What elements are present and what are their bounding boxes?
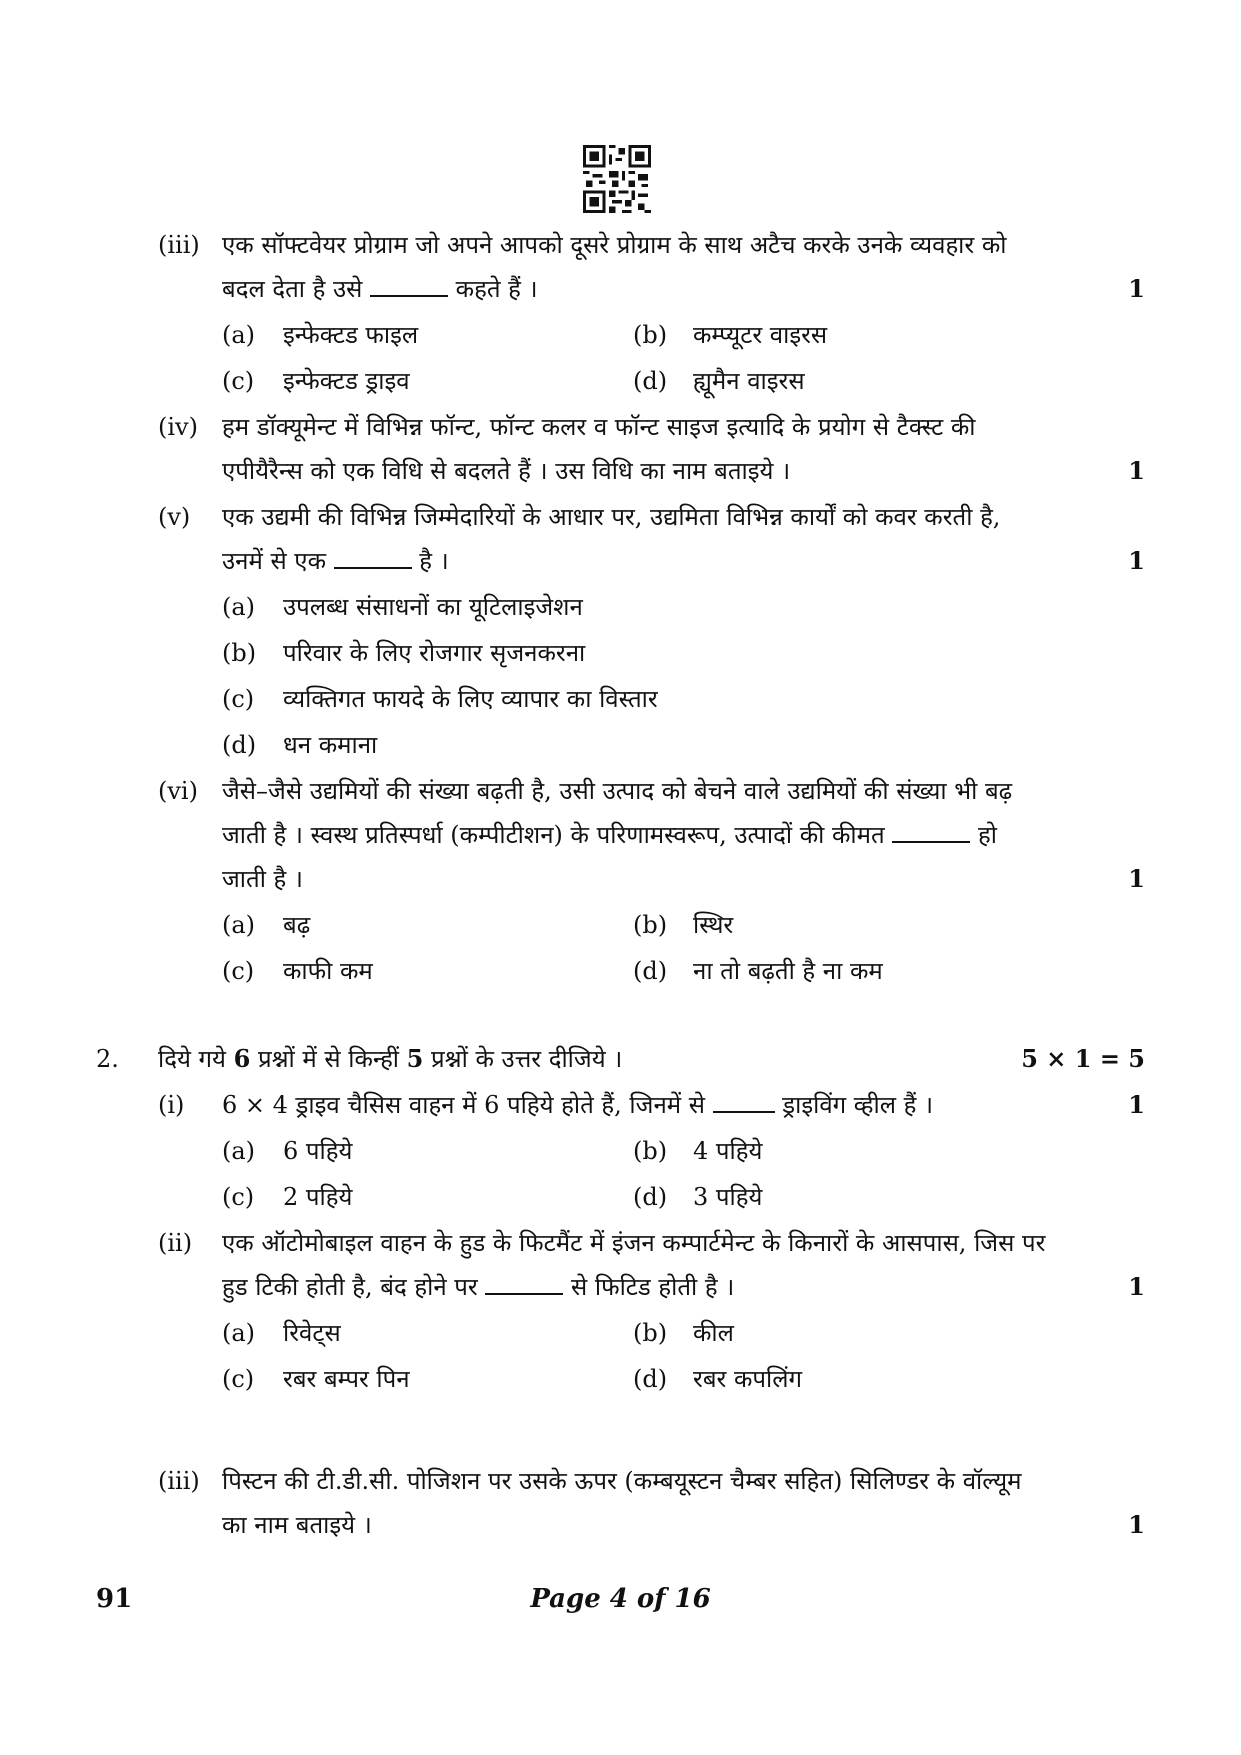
option-label: (c): [222, 1183, 255, 1211]
option-text: इन्फेक्टड फाइल: [283, 321, 419, 349]
option-label: (c): [222, 1365, 255, 1393]
question-number: (iii): [158, 231, 200, 259]
question-text: एक उद्यमी की विभिन्न जिम्मेदारियों के आधार पर, उद्यमिता विभिन्न कार्यों को कवर करती है,: [222, 503, 1001, 531]
option-text: कील: [693, 1319, 734, 1347]
question-number: (iv): [158, 413, 198, 441]
answer-blank: [334, 547, 412, 569]
question-number: (iii): [158, 1467, 200, 1495]
option-label: (a): [222, 593, 256, 621]
answer-blank: [713, 1091, 775, 1113]
question-text: जाती है ।: [222, 865, 304, 893]
marks-label: 1: [1128, 456, 1145, 485]
question-text: पिस्टन की टी.डी.सी. पोजिशन पर उसके ऊपर (कम्बयूस्टन चैम्बर सहित) सिलिण्डर के वॉल्यूम: [222, 1467, 1022, 1495]
option-label: (d): [222, 731, 257, 759]
option-text: ना तो बढ़ती है ना कम: [693, 957, 883, 985]
question-instruction: दिये गये 6 प्रश्नों में से किन्हीं 5 प्रश्नों के उत्तर दीजिये ।: [158, 1044, 623, 1073]
option-text: इन्फेक्टड ड्राइव: [283, 367, 410, 395]
answer-blank: [370, 275, 448, 297]
question-number: (i): [158, 1091, 185, 1119]
marks-label: 1: [1128, 1510, 1145, 1539]
option-label: (b): [633, 1137, 668, 1165]
question-text: जाती है । स्वस्थ प्रतिस्पर्धा (कम्पीटीशन) के परिणामस्वरूप, उत्पादों की कीमत हो: [222, 821, 997, 849]
marks-label: 1: [1128, 864, 1145, 893]
option-text: धन कमाना: [283, 731, 378, 759]
option-label: (a): [222, 1137, 256, 1165]
question-text: उनमें से एक है ।: [222, 547, 449, 575]
option-label: (b): [633, 1319, 668, 1347]
option-label: (c): [222, 685, 255, 713]
question-text: हुड टिकी होती है, बंद होने पर से फिटिड होती है ।: [222, 1273, 735, 1301]
option-label: (a): [222, 1319, 256, 1347]
answer-blank: [892, 821, 970, 843]
option-text: 3 पहिये: [693, 1183, 763, 1211]
question-text: जैसे–जैसे उद्यमियों की संख्या बढ़ती है, उसी उत्पाद को बेचने वाले उद्यमियों की संख्या भी बढ़: [222, 777, 1013, 805]
option-label: (d): [633, 957, 668, 985]
option-text: उपलब्ध संसाधनों का यूटिलाइजेशन: [283, 593, 583, 621]
marks-label: 1: [1128, 1272, 1145, 1301]
question-text: 6 × 4 ड्राइव चैसिस वाहन में 6 पहिये होते हैं, जिनमें से ड्राइविंग व्हील हैं ।: [222, 1091, 934, 1119]
question-text: हम डॉक्यूमेन्ट में विभिन्न फॉन्ट, फॉन्ट कलर व फॉन्ट साइज इत्यादि के प्रयोग से टैक्स्ट की: [222, 413, 976, 441]
page-number: Page 4 of 16: [530, 1584, 711, 1614]
question-text: एक ऑटोमोबाइल वाहन के हुड के फिटमैंट में इंजन कम्पार्टमेन्ट के किनारों के आसपास, जिस पर: [222, 1229, 1046, 1257]
option-label: (d): [633, 1365, 668, 1393]
question-number: (vi): [158, 777, 198, 805]
marks-label: 1: [1128, 546, 1145, 575]
option-text: 4 पहिये: [693, 1137, 763, 1165]
option-label: (c): [222, 367, 255, 395]
option-label: (c): [222, 957, 255, 985]
option-label: (b): [633, 321, 668, 349]
answer-blank: [485, 1273, 563, 1295]
option-label: (b): [633, 911, 668, 939]
option-label: (d): [633, 1183, 668, 1211]
option-text: परिवार के लिए रोजगार सृजनकरना: [283, 639, 586, 667]
option-text: व्यक्तिगत फायदे के लिए व्यापार का विस्तार: [283, 685, 658, 713]
option-text: काफी कम: [283, 957, 373, 985]
option-label: (d): [633, 367, 668, 395]
question-number: (v): [158, 503, 191, 531]
question-number: (ii): [158, 1229, 193, 1257]
question-number: 2.: [96, 1045, 119, 1073]
question-text: एपीयैरैन्स को एक विधि से बदलते हैं । उस विधि का नाम बताइये ।: [222, 457, 791, 485]
paper-code: 91: [96, 1584, 133, 1614]
marks-label: 1: [1128, 1090, 1145, 1119]
question-text: एक सॉफ्टवेयर प्रोग्राम जो अपने आपको दूसरे प्रोग्राम के साथ अटैच करके उनके व्यवहार को: [222, 231, 1007, 259]
option-label: (a): [222, 911, 256, 939]
option-text: रबर कपलिंग: [693, 1365, 803, 1393]
qr-code-icon: [583, 145, 651, 213]
question-text: का नाम बताइये ।: [222, 1511, 372, 1539]
marks-label: 1: [1128, 274, 1145, 303]
option-text: बढ़: [283, 911, 311, 939]
option-label: (b): [222, 639, 257, 667]
option-text: 2 पहिये: [283, 1183, 353, 1211]
marks-label: 5 × 1 = 5: [1021, 1044, 1145, 1073]
option-label: (a): [222, 321, 256, 349]
option-text: 6 पहिये: [283, 1137, 353, 1165]
option-text: रबर बम्पर पिन: [283, 1365, 410, 1393]
option-text: रिवेट्स: [283, 1319, 341, 1347]
option-text: ह्यूमैन वाइरस: [693, 367, 805, 395]
option-text: कम्प्यूटर वाइरस: [693, 321, 828, 349]
option-text: स्थिर: [693, 911, 734, 939]
question-text: बदल देता है उसे कहते हैं ।: [222, 275, 538, 303]
